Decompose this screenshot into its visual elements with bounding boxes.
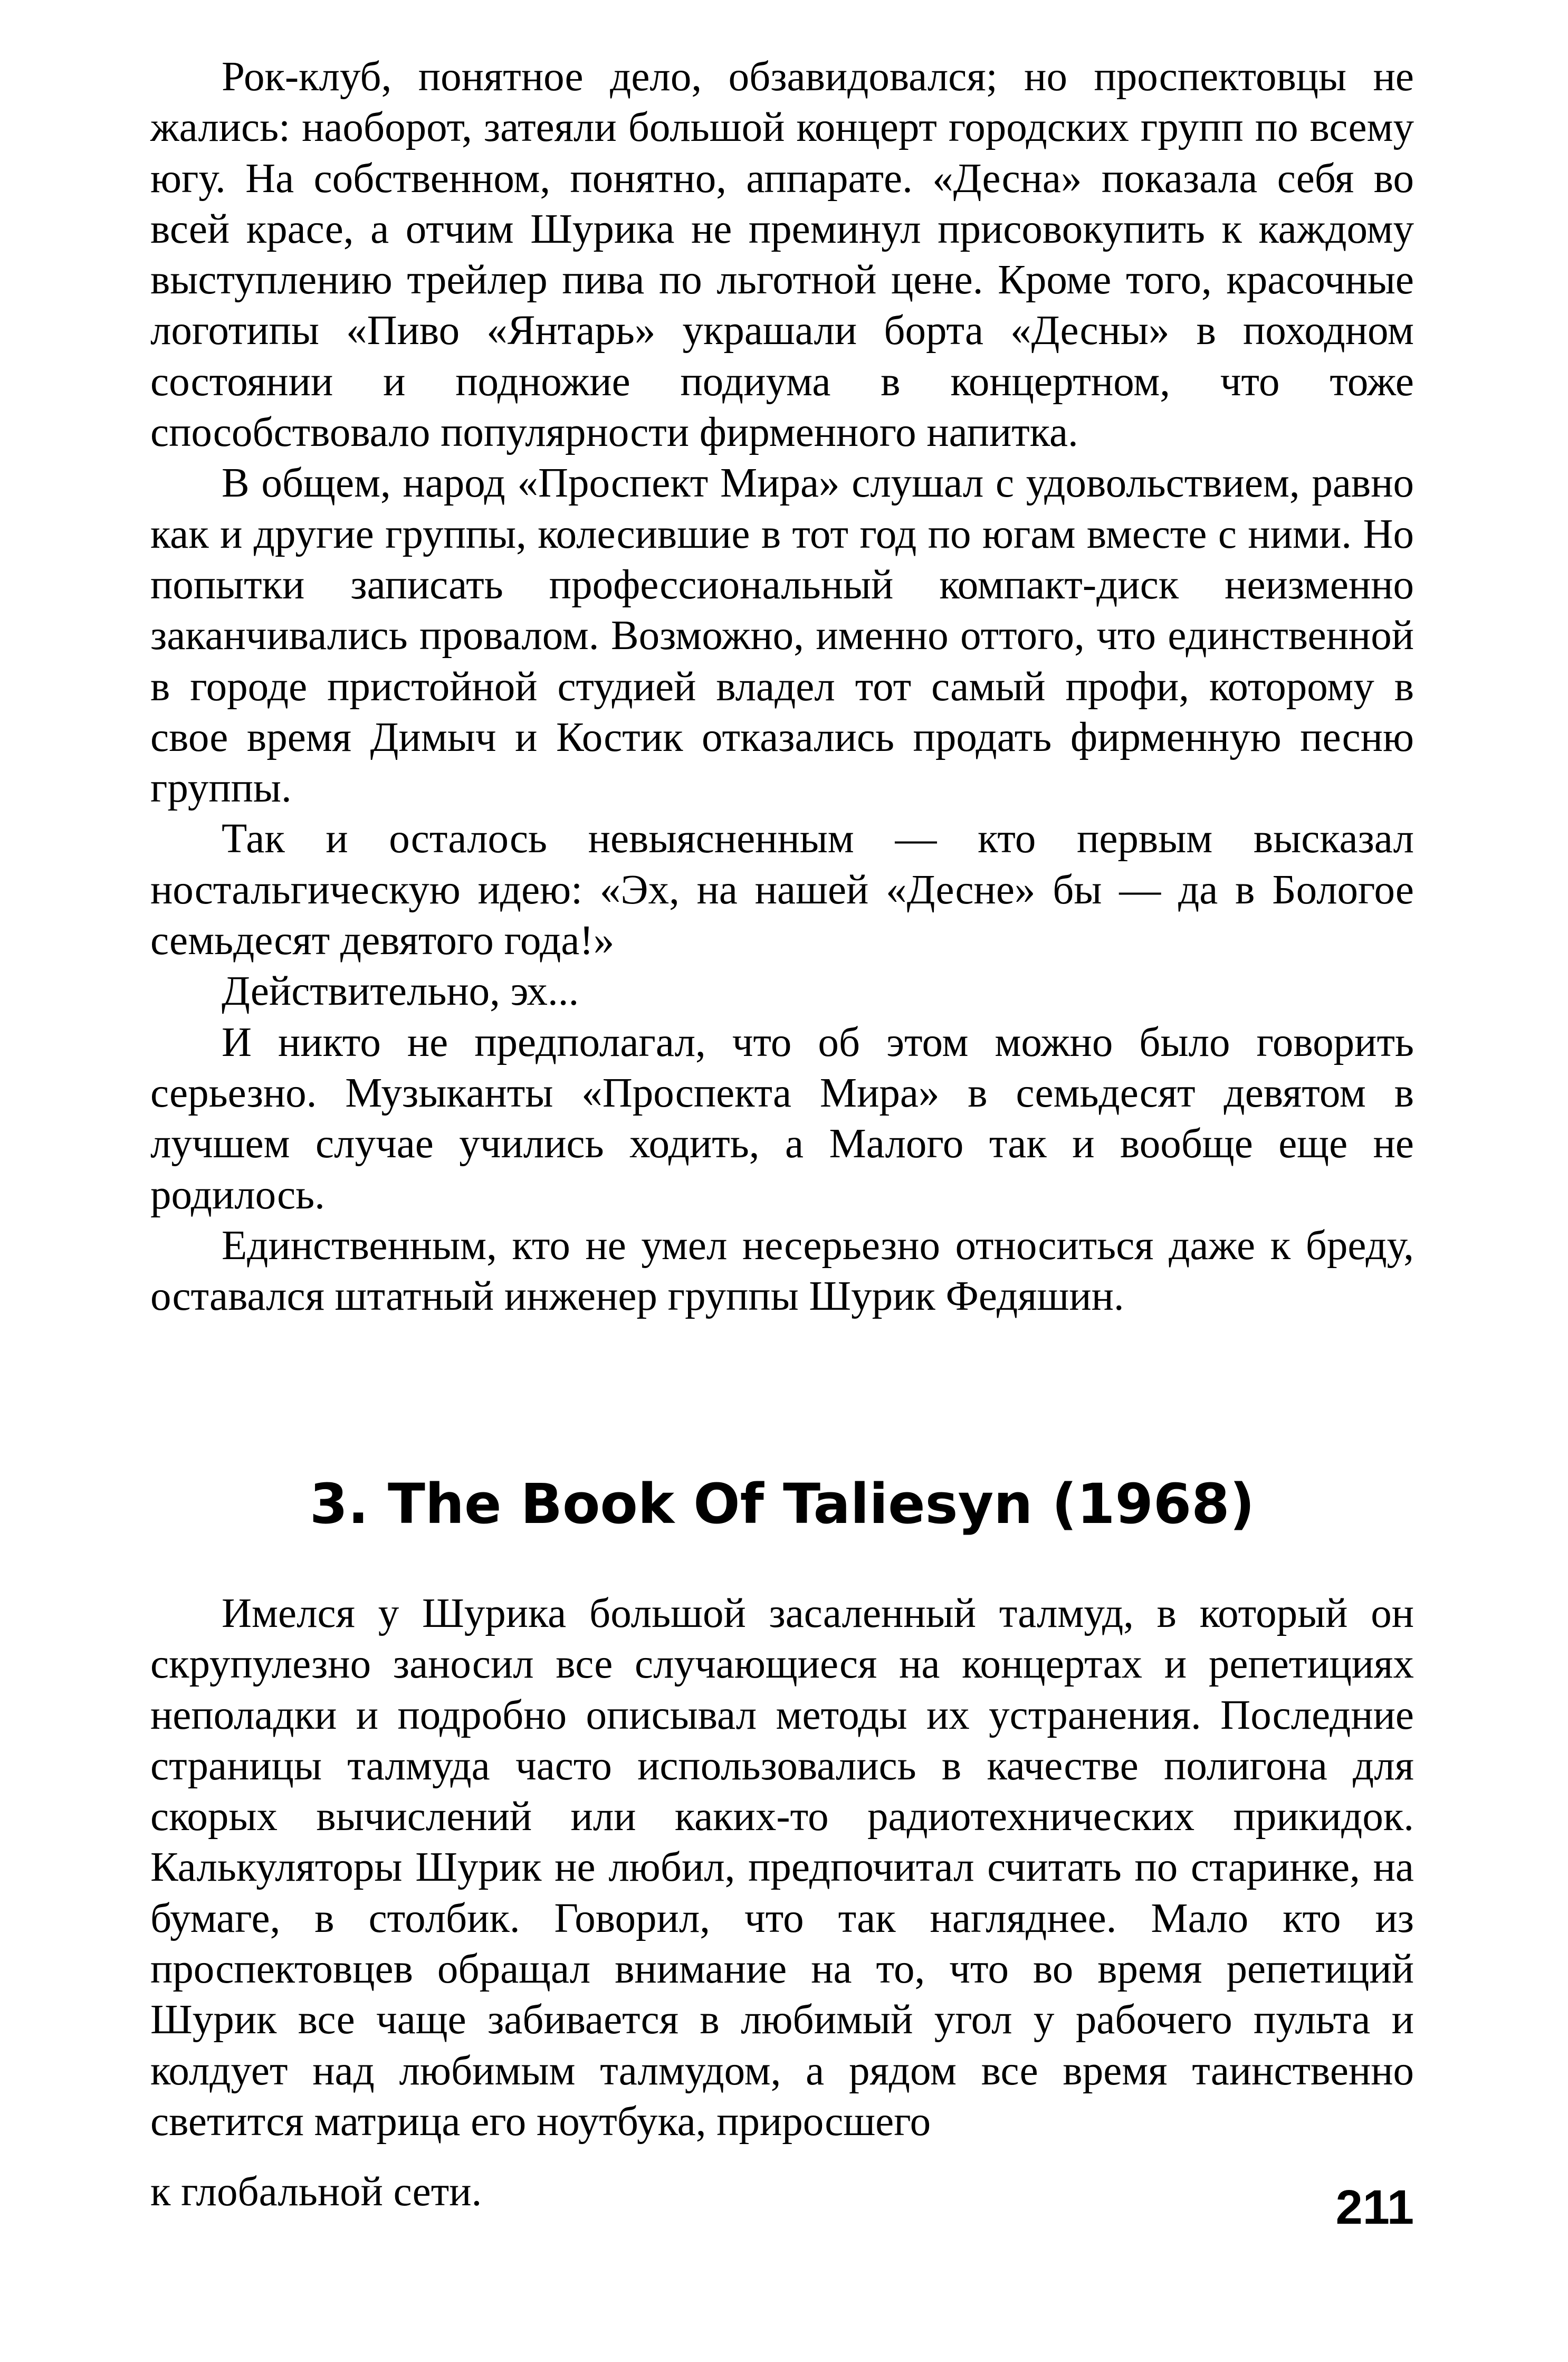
- paragraph: Так и осталось невыясненным — кто первым высказал ностальгическую идею: «Эх, на нашей «Десне» бы — да в Бологое семьдесят девятого года!»: [150, 816, 1414, 964]
- paragraph: Единственным, кто не умел несерьезно относиться даже к бреду, оставался штатный инженер группы Шурик Федяшин.: [150, 1222, 1414, 1320]
- paragraph: В общем, народ «Проспект Мира» слушал с удовольствием, равно как и другие группы, колесившие в тот год по югам вместе с ними. Но попытки записать профессиональный компакт-диск неизменно заканчивались провалом. Возможно, именно оттого, что единственной в городе пристойной студией владел тот самый профи, которому в свое время Димыч и Костик отказались продать фирменную песню группы.: [150, 460, 1414, 812]
- paragraph: Имелся у Шурика большой засаленный талмуд, в который он скрупулезно заносил все случающиеся на концертах и репетициях неполадки и подробно описывал методы их устранения. Последние страницы талмуда часто использовались в качестве полигона для скорых вычислений или каких-то радиотехнических прикидок. Калькуляторы Шурик не любил, предпочитал считать по старинке, на бумаге, в столбик. Говорил, что так нагляднее. Мало кто из проспектовцев обращал внимание на то, что во время репетиций Шурик все чаще забивается в любимый угол у рабочего пульта и колдует над любимым талмудом, а рядом все время таинственно светится матрица его ноутбука, приросшего: [150, 1590, 1414, 2145]
- text-block-bottom: [150, 1588, 1414, 2147]
- paragraph: Действительно, эх...: [222, 968, 579, 1015]
- chapter-heading: 3. The Book Of Taliesyn (1968): [309, 1472, 1255, 1536]
- paragraph-last-line: к глобальной сети.: [150, 2169, 482, 2215]
- paragraph: И никто не предполагал, что об этом можно было говорить серьезно. Музыканты «Проспекта Мира» в семьдесят девятом в лучшем случае учились ходить, а Малого так и вообще еще не родилось.: [150, 1019, 1414, 1218]
- page-number: 211: [1335, 2180, 1414, 2234]
- text-block-top: [150, 52, 1414, 1322]
- paragraph: Рок-клуб, понятное дело, обзавидовался; но проспектовцы не жались: наоборот, затеяли большой концерт городских групп по всему югу. На собственном, понятно, аппарате. «Десна» показала себя во всей красе, а отчим Шурика не преминул присовокупить к каждому выступлению трейлер пива по льготной цене. Кроме того, красочные логотипы «Пиво «Янтарь» украшали борта «Десны» в походном состоянии и подножие подиума в концертном, что тоже способствовало популярности фирменного напитка.: [150, 54, 1414, 456]
